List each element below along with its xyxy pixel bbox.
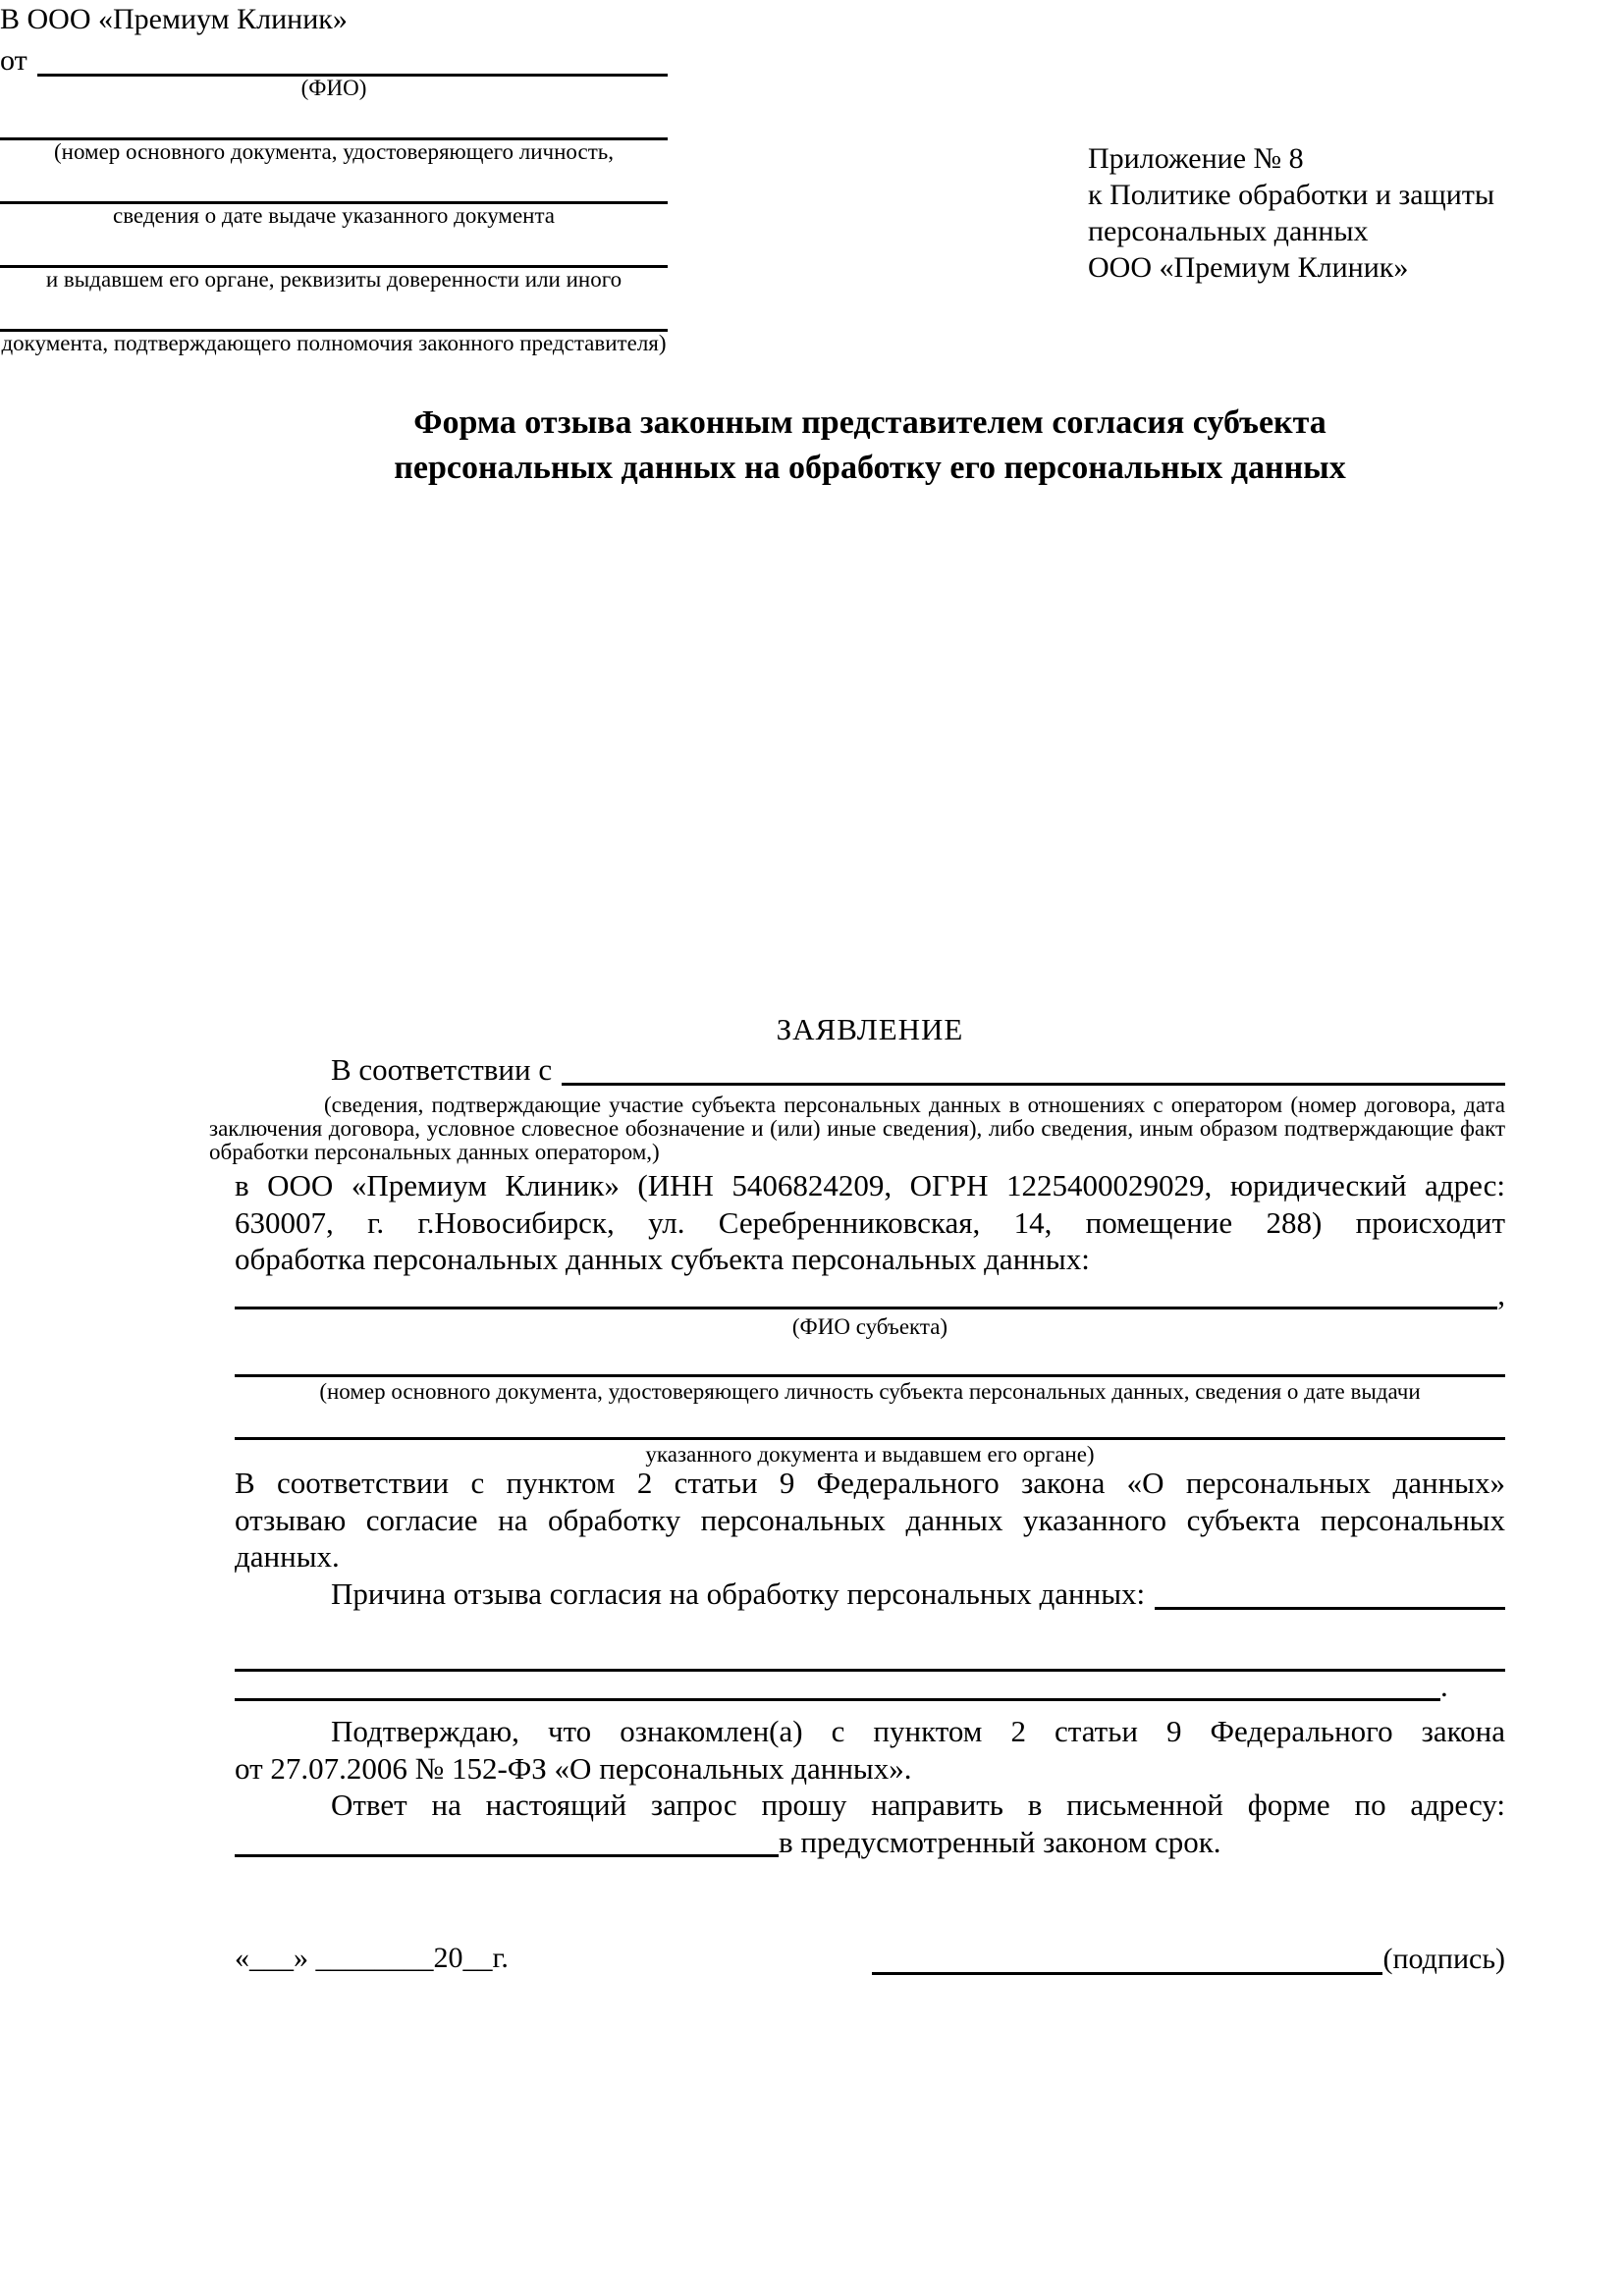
representative-doc-blank-line-3 — [0, 228, 668, 268]
document-title — [235, 400, 1505, 491]
reason-row — [235, 1575, 1505, 1610]
appendix-note-line: к Политике обработки и защиты — [1088, 179, 1495, 211]
appendix-note-line: Приложение № 8 — [1088, 142, 1304, 175]
subject-fio-caption: (ФИО субъекта) — [791, 1314, 948, 1339]
operator-paragraph — [235, 1167, 1505, 1278]
document-title-line: Форма отзыва законным представителем согласия субъекта — [413, 404, 1326, 441]
reply-row — [235, 1824, 1505, 1857]
subject-fio-blank-line — [235, 1277, 1497, 1309]
fio-caption: (ФИО) — [300, 76, 367, 100]
reply-address-line: Ответ на настоящий запрос прошу направить в письменной форме по адресу: — [331, 1788, 1505, 1822]
signature-blank-line — [872, 1943, 1382, 1975]
representative-doc-caption-4: документа, подтверждающего полномочия законного представителя) — [1, 331, 667, 355]
operator-paragraph-line: обработка персональных данных субъекта персональных данных: — [235, 1242, 1090, 1276]
reason-extra-blank-line-2 — [235, 1669, 1505, 1701]
footer-row — [235, 1936, 1505, 1975]
reply-address-blank-line — [235, 1825, 779, 1857]
subject-doc-caption-1: (номер основного документа, удостоверяющего личность субъекта персональных данных, сведения о дате выдачи — [319, 1379, 1421, 1404]
subject-doc-blank-line-1 — [235, 1337, 1505, 1377]
reason-label: Причина отзыва согласия на обработку персональных данных: — [331, 1576, 1146, 1611]
confirm-paragraph-line: Подтверждаю, что ознакомлен(а) с пунктом 2 статьи 9 Федерального закона — [331, 1714, 1505, 1748]
withdraw-paragraph — [235, 1465, 1505, 1575]
representative-doc-caption-3: и выдавшем его органе, реквизиты доверенности или иного — [45, 267, 623, 292]
accordance-caption-line: обработки персональных данных оператором,) — [209, 1140, 660, 1164]
representative-doc-blank-line-1 — [0, 100, 668, 140]
subject-doc-blank-line-2 — [235, 1402, 1505, 1440]
subject-doc-caption-2: указанного документа и выдавшем его органе) — [645, 1442, 1095, 1467]
appendix-note-line: ООО «Премиум Клиник» — [1088, 251, 1409, 284]
accordance-caption-line: заключения договора, условное словесное обозначение и (или) иные сведения), либо сведения, иным образом подтверждающие факт — [209, 1116, 1505, 1141]
confirm-paragraph-line: от 27.07.2006 № 152-ФЗ «О персональных данных». — [235, 1750, 912, 1786]
representative-doc-blank-line-2 — [0, 164, 668, 204]
accordance-blank-line — [562, 1053, 1505, 1086]
representative-doc-blank-line-4 — [0, 292, 668, 332]
addressee-block — [0, 0, 668, 355]
addressee-organization: В ООО «Премиум Клиник» — [0, 3, 348, 35]
signature-area — [872, 1943, 1505, 1975]
subject-fio-row — [235, 1276, 1505, 1309]
representative-doc-caption-2: сведения о дате выдаче указанного документа — [112, 203, 556, 228]
reason-extra-blank-line-1 — [235, 1633, 1505, 1672]
reason-blank-line — [1155, 1577, 1505, 1610]
from-blank-line — [37, 44, 668, 77]
accordance-row — [235, 1050, 1505, 1086]
statement-heading: ЗАЯВЛЕНИЕ — [776, 1012, 964, 1046]
signature-caption: (подпись) — [1382, 1943, 1505, 1975]
document-title-line: персональных данных на обработку его персональных данных — [394, 450, 1346, 486]
trailing-period: . — [1440, 1669, 1448, 1703]
from-label: от — [0, 44, 27, 77]
date-line: «___» ________20__г. — [235, 1942, 509, 1974]
accordance-caption-line: (сведения, подтверждающие участие субъекта персональных данных в отношениях с оператором (номер договора, дата — [324, 1093, 1505, 1117]
reply-tail: в предусмотренный законом срок. — [779, 1825, 1221, 1859]
confirm-paragraph — [235, 1713, 1505, 1787]
withdraw-paragraph-line: данных. — [235, 1539, 340, 1574]
operator-paragraph-line: в ООО «Премиум Клиник» (ИНН 5406824209, ОГРН 1225400029029, юридический адрес: — [235, 1168, 1505, 1202]
operator-paragraph-line: 630007, г. г.Новосибирск, ул. Серебренниковская, 14, помещение 288) происходит — [235, 1204, 1505, 1240]
accordance-label: В соответствии с — [331, 1052, 553, 1087]
trailing-comma: , — [1497, 1277, 1505, 1311]
withdraw-paragraph-line: В соответствии с пунктом 2 статьи 9 Федерального закона «О персональных данных» — [235, 1466, 1505, 1500]
appendix-note — [1088, 140, 1598, 286]
reason-extra-blank-rule — [235, 1669, 1440, 1701]
appendix-note-line: персональных данных — [1088, 215, 1369, 247]
from-row — [0, 39, 668, 77]
withdraw-paragraph-line: отзываю согласие на обработку персональных данных указанного субъекта персональных — [235, 1502, 1505, 1537]
accordance-caption — [209, 1094, 1505, 1164]
representative-doc-caption-1: (номер основного документа, удостоверяющего личность, — [53, 139, 614, 164]
